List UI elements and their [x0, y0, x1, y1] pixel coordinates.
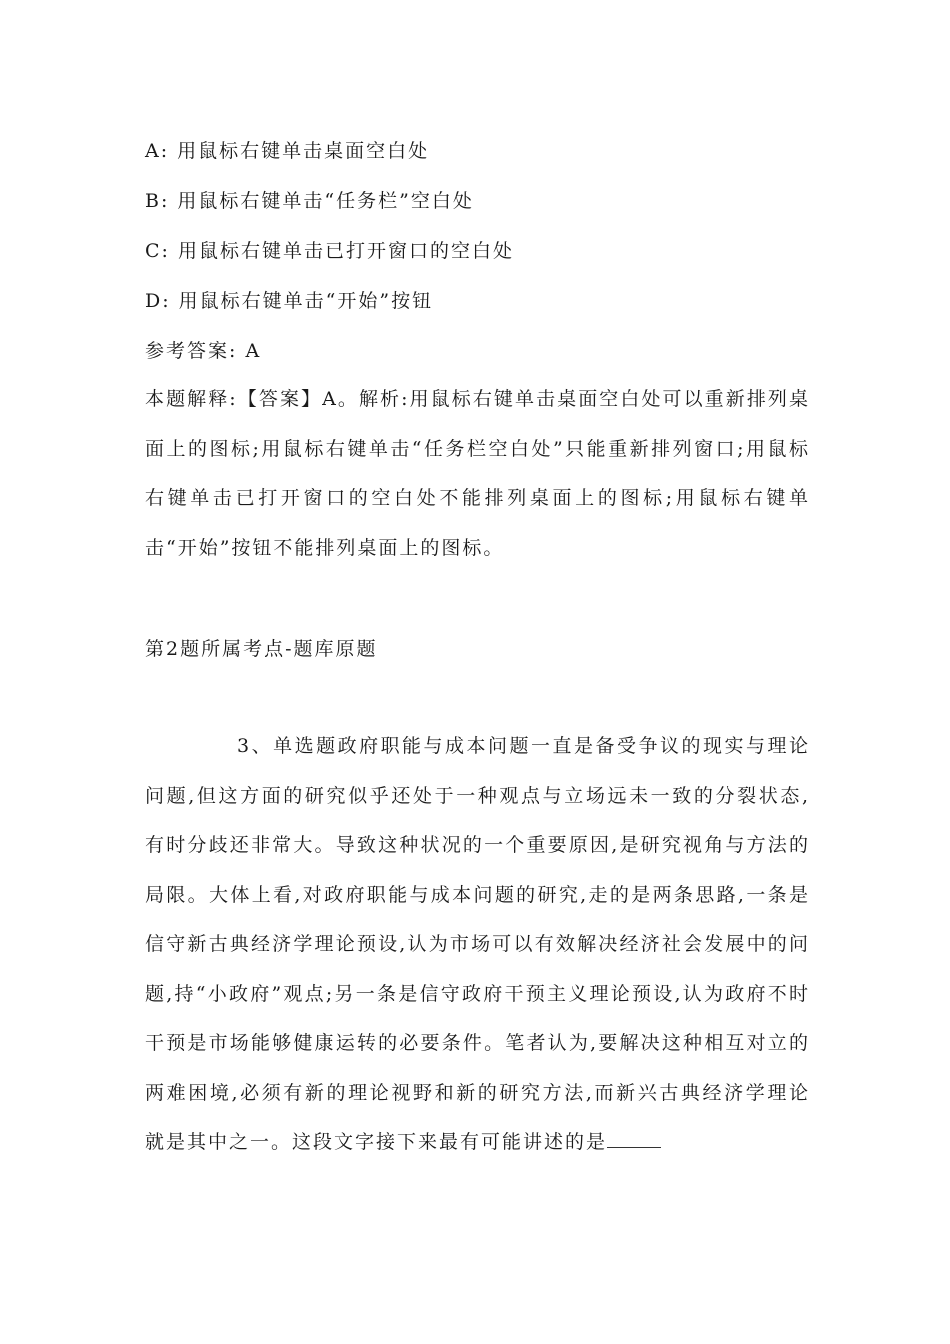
- question-3-text: [145, 722, 810, 1168]
- topic-note: 第2题所属考点-题库原题: [145, 638, 378, 660]
- answer-blank: [607, 1129, 661, 1148]
- option-d: D: 用鼠标右键单击“开始”按钮: [145, 290, 434, 312]
- answer-explanation: 本题解释:【答案】A。解析:用鼠标右键单击桌面空白处可以重新排列桌面上的图标;用鼠标右键单击“任务栏空白处”只能重新排列窗口;用鼠标右键单击已打开窗口的空白处不能排列桌面上的图标;用鼠标右键单击“开始”按钮不能排列桌面上的图标。: [145, 388, 810, 559]
- option-b: B: 用鼠标右键单击“任务栏”空白处: [145, 190, 474, 212]
- option-a: A: 用鼠标右键单击桌面空白处: [145, 140, 430, 162]
- option-c: C: 用鼠标右键单击已打开窗口的空白处: [145, 240, 514, 262]
- reference-answer: 参考答案: A: [145, 340, 262, 362]
- question-3-body: 3、单选题政府职能与成本问题一直是备受争议的现实与理论问题,但这方面的研究似乎还处于一种观点与立场远未一致的分裂状态,有时分歧还非常大。导致这种状况的一个重要原因,是研究视角与方法的局限。大体上看,对政府职能与成本问题的研究,走的是两条思路,一条是信守新古典经济学理论预设,认为市场可以有效解决经济社会发展中的问题,持“小政府”观点;另一条是信守政府干预主义理论预设,认为政府不时干预是市场能够健康运转的必要条件。笔者认为,要解决这种相互对立的两难困境,必须有新的理论视野和新的研究方法,而新兴古典经济学理论就是其中之一。这段文字接下来最有可能讲述的是: [145, 735, 810, 1153]
